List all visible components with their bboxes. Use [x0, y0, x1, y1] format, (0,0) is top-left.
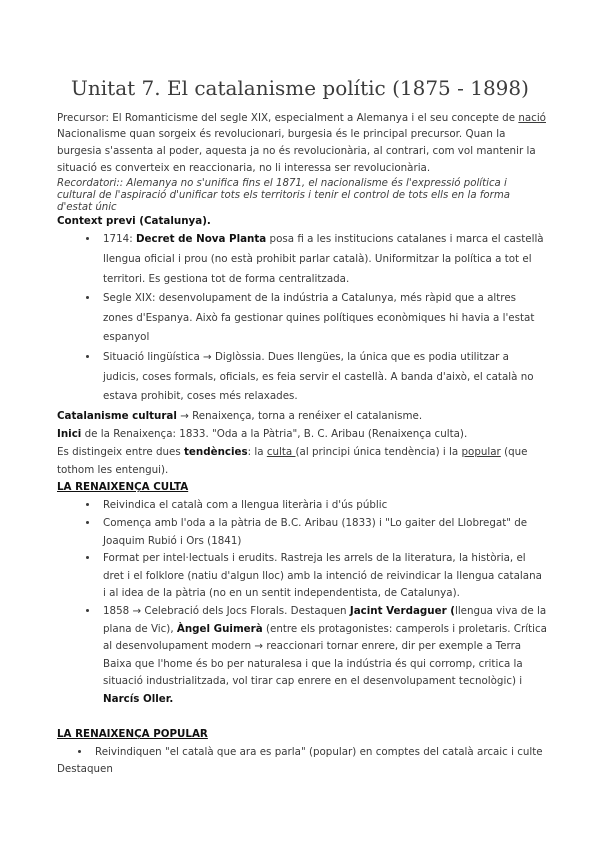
popular-term: popular [461, 446, 501, 459]
list-item: • Comença amb l'oda a la pàtria de B.C. Aribau (1833) i "Lo gaiter del Llobregat" de Joaquim Rubió i Ors (1841) [99, 515, 547, 550]
list-item: • Reivindiquen "el català que ara es parla" (popular) en comptes del català arcaic i culte [91, 744, 547, 762]
list-item: • Reivindica el català com a llengua literària i d'ús públic [99, 497, 547, 515]
decret-nova-planta: Decret de Nova Planta [135, 233, 267, 246]
nacio-term: nació [518, 112, 546, 124]
cultural-line: Catalanisme cultural → Renaixença, torna a renéixer el catalanisme. [57, 409, 423, 422]
precursor-text: El Romanticisme del segle XIX, especialment a Alemanya i el seu concepte de [108, 112, 519, 124]
culta-list [57, 497, 547, 708]
context-list [57, 230, 547, 406]
page-title: Unitat 7. El catalanisme polític (1875 - 1898) [71, 76, 529, 100]
list-item: • 1858 → Celebració dels Jocs Florals. Destaquen Jacint Verdaguer (llengua viva de la plana de Vic), Àngel Guimerà (entre els protagonistes: camperols i proletaris. Crítica al desenvolupament modern → reaccionari tornar enrere, dir per exemple a Terra Baixa que l'home és bo per naturalesa i que la indústria és qui corromp, critica la situació industrialitzada, vol tirar cap enrere en el desenvolupament tecnològic) i Narcís Oller. [99, 603, 547, 709]
popular-list [57, 744, 547, 762]
list-item: • 1714: Decret de Nova Planta posa fi a les institucions catalanes i marca el castellà llengua oficial i prou (no està prohibit parlar català). Uniformitzar la política a tot el territori. Es gestiona tot de forma centralitzada. [99, 230, 547, 289]
renaixenca-popular-heading: LA RENAIXENÇA POPULAR [57, 728, 208, 741]
inici-line: Inici de la Renaixença: 1833. "Oda a la Pàtria", B. C. Aribau (Renaixença culta). [57, 428, 468, 441]
precursor-paragraph [57, 111, 547, 126]
list-item: • Situació lingüística → Diglòssia. Dues llengües, la única que es podia utilitzar a judicis, coses formals, oficials, es feia servir el castellà. A banda d'això, el català no estava prohibit, coses més relaxades. [99, 348, 547, 407]
culta-term: culta [266, 446, 296, 459]
list-item: • Format per intel·lectuals i erudits. Rastreja les arrels de la literatura, la història, el dret i el folklore (natiu d'algun lloc) amb la intenció de reivindicar la llengua catalana i al idea de la pàtria (no en un sentit independentista, de Catalunya). [99, 550, 547, 603]
list-item: • Segle XIX: desenvolupament de la indústria a Catalunya, més ràpid que a altres zones d'Espanya. Això fa gestionar quines polítiques econòmiques hi havia a l'estat espanyol [99, 289, 547, 348]
nationalism-paragraph: Nacionalisme quan sorgeix és revolucionari, burgesia és le principal precursor. Quan la burgesia s'assenta al poder, aquesta ja no és revolucionària, al contrari, com vol mantenir la situació es converteix en reaccionaria, no li interessa ser revolucionària. [57, 127, 536, 175]
renaixenca-culta-heading: LA RENAIXENÇA CULTA [57, 481, 189, 494]
document-body [57, 111, 547, 777]
jacint-verdaguer: Jacint Verdaguer ( [349, 604, 455, 617]
angel-guimera: Àngel Guimerà [176, 622, 263, 635]
tendencies-paragraph: Es distingeix entre dues tendències: la culta (al principi única tendència) i la popular (que tothom les entengui). [57, 446, 528, 477]
context-heading: Context previ (Catalunya). [57, 215, 211, 228]
precursor-label: Precursor: [57, 112, 109, 124]
destaquen-line: Destaquen [57, 763, 113, 776]
narcis-oller: Narcís Oller. [103, 692, 174, 705]
section-gap [57, 708, 547, 726]
recordatori-note: Recordatori:: Alemanya no s'unifica fins el 1871, el nacionalisme és l'expressió política i cultural de l'aspiració d'unificar tots els territoris i tenir el control de tots ells en la forma d'estat únic [57, 177, 510, 214]
